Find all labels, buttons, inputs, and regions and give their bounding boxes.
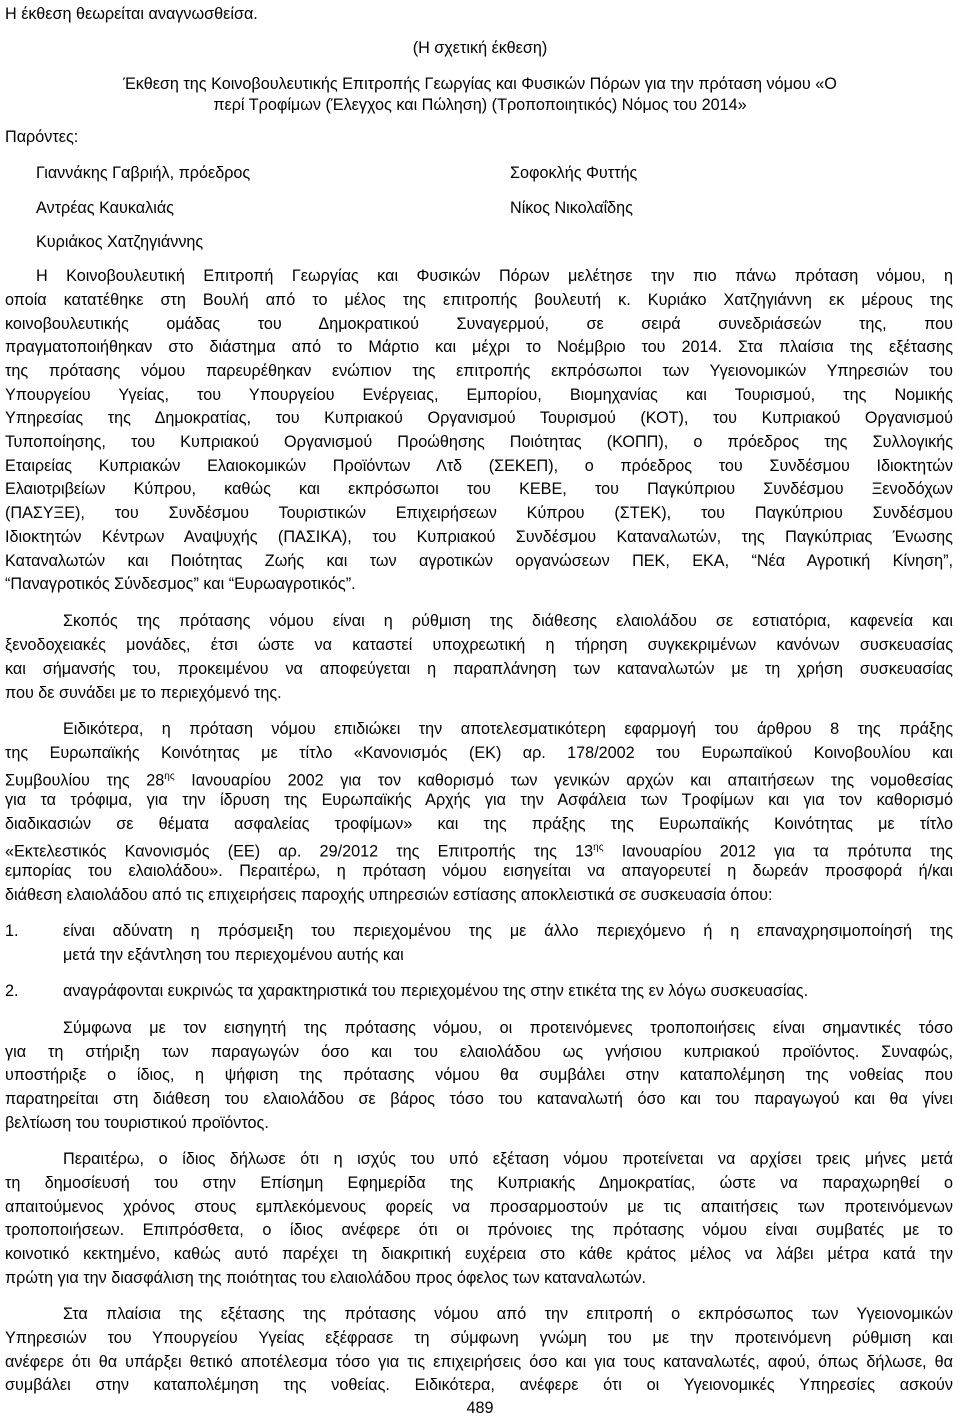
paragraph-line-with-superscript [5,767,953,790]
paragraph-line: συμβάλει στην καταπολέμηση της νοθείας. Ειδικότερα, ανέφερε ότι οι Υγειονομικές Υπηρεσίες ασκούν [5,1376,953,1394]
paragraph-line: της Ευρωπαϊκής Κοινότητας με τίτλο «Κανονισμός (ΕΚ) αρ. 178/2002 του Ευρωπαϊκού Κοινοβουλίου και [5,744,953,762]
list-item-number: 2. [5,982,19,1000]
paragraph-line: Στα πλαίσια της εξέτασης της πρότασης νόμου από την επιτροπή ο εκπρόσωπος των Υγειονομικών [63,1305,953,1323]
paragraph-line: Ελαιοτριβείων Κύπρου, καθώς και εκπρόσωποι του ΚΕΒΕ, του Παγκύπριου Συνδέσμου Ξενοδόχων [5,480,953,498]
paragraph-line: πραγματοποιήθηκαν στο διάστημα από το Μάρτιο και μέχρι το Νοέμβριο του 2014. Στα πλαίσια της εξέτασης [5,338,953,356]
paragraph-line: της πρότασης νόμου παρευρέθηκαν ενώπιον της επιτροπής εκπρόσωποι των Υγειονομικών Υπηρεσιών του [5,362,953,380]
paragraph-line: τροποποιήσεων. Επιπρόσθετα, ο ίδιος ανέφερε ότι οι πρόνοιες της πρότασης νόμου είναι συμβατές με το [5,1221,953,1239]
attendees-label: Παρόντες: [5,128,79,146]
paragraph-line: κοινοτικό κεκτημένο, καθώς αυτό παρέχει τη διακριτική ευχέρεια στο κάθε κράτος μέλος να λάβει μέτρα κατά την [5,1245,953,1263]
paragraph-line: και σήμανσής του, προκειμένου να αποφεύγεται η παραπλάνηση των καταναλωτών με τη χρήση συσκευασίας [5,660,953,678]
paragraph-line: Ιδιοκτητών Κέντρων Αναψυχής (ΠΑΣΙΚΑ), του Κυπριακού Συνδέσμου Καταναλωτών, της Παγκύπριας Ένωσης [5,528,953,546]
paragraph-line: που δε συνάδει με το περιεχόμενό της. [5,684,282,702]
paragraph-line: κοινοβουλευτικής ομάδας του Δημοκρατικού Συναγερμού, σε σειρά συνεδριάσεών της, που [5,315,953,333]
paragraph-line: πρώτη για την διασφάλιση της ποιότητας του ελαιολάδου προς όφελος των καταναλωτών. [5,1269,647,1287]
paragraph-line: απαιτούμενος χρόνος στους εμπλεκόμενους φορείς να προσαρμοστούν με τις απαιτήσεις των προτεινόμενων [5,1198,953,1216]
paragraph-line: διαδικασιών σε θέματα ασφαλείας τροφίμων» και της πράξης της Ευρωπαϊκής Κοινότητας με τίτλο [5,815,953,833]
paragraph-line: ανέφερε ότι θα υπάρξει θετικό αποτέλεσμα τόσο για τις επιχειρήσεις όσο και για τους καταναλωτές, αφού, όπως δήλωσε, θα [5,1353,953,1371]
list-item-line: είναι αδύνατη η πρόσμειξη του περιεχομένου της με άλλο περιεχόμενο ή η επαναχρησιμοποίησή της [63,922,953,940]
paragraph-line: υποστήριξε ο ίδιος, η ψήφιση της πρότασης νόμου θα συμβάλει στην καταπολέμηση της νοθείας που [5,1066,953,1084]
attendee-left-3: Κυριάκος Χατζηγιάννης [36,233,204,251]
paragraph-line: για τη στήριξη των παραγωγών όσο και του ελαιολάδου ως γνήσιου κυπριακού προϊόντος. Συναφώς, [5,1043,953,1061]
paragraph-line: Ειδικότερα, η πρόταση νόμου επιδιώκει την αποτελεσματικότερη εφαρμογή του άρθρου 8 της πράξης [63,720,953,738]
attendee-left-2: Αντρέας Καυκαλιάς [36,199,174,217]
list-item-line: αναγράφονται ευκρινώς τα χαρακτηριστικά του περιεχομένου της στην ετικέτα της εν λόγω συσκευασίας. [63,982,809,1000]
paragraph-line: Εταιρείας Κυπριακών Ελαιοκομικών Προϊόντων Λτδ (ΣΕΚΕΠ), ο πρόεδρος του Συνδέσμου Ιδιοκτητών [5,457,953,475]
paragraph-line: τη δημοσίευσή του στην Επίσημη Εφημερίδα της Κυπριακής Δημοκρατίας, ώστε να παραχωρηθεί ο [5,1174,953,1192]
paragraph-line: Καταναλωτών και Ποιότητας Ζωής και των αγροτικών οργανώσεων ΠΕΚ, ΕΚΑ, “Νέα Αγροτική Κίνηση”, [5,552,953,570]
list-item-number: 1. [5,922,19,940]
text-segment: Ιανουαρίου 2012 για τα πρότυπα της [603,842,953,861]
ratified-note: Η έκθεση θεωρείται αναγνωσθείσα. [5,5,258,23]
report-title-line-2: περί Τροφίμων (Έλεγχος και Πώληση) (Τροποποιητικός) Νόμος του 2014» [213,96,747,114]
paragraph-line: Σύμφωνα με τον εισηγητή της πρότασης νόμου, οι προτεινόμενες τροποποιήσεις είναι σημαντικές τόσο [63,1019,953,1037]
superscript: ης [164,771,175,782]
attendee-right-2: Νίκος Νικολαΐδης [510,199,633,217]
page-number: 489 [466,1399,494,1417]
paragraph-line: βελτίωση του τουριστικού προϊόντος. [5,1114,269,1132]
paragraph-line: για τα τρόφιμα, για την ίδρυση της Ευρωπαϊκής Αρχής για την Ασφάλεια των Τροφίμων και για τον καθορισμό [5,791,953,809]
paragraph-line: εμπορίας του ελαιολάδου». Περαιτέρω, η πρόταση νόμου εισηγείται να απαγορευτεί η δωρεάν προσφορά ή/και [5,862,953,880]
superscript: ης [593,842,604,853]
paragraph-line: παρατηρείται στη διάθεση του ελαιολάδου σε βάρος τόσο του καταναλωτή όσο και του παραγωγού και θα γίνει [5,1090,953,1108]
paragraph-line: ξενοδοχειακές μονάδες, έτσι ώστε να καταστεί υποχρεωτική η τήρηση συγκεκριμένων κανόνων συσκευασίας [5,636,953,654]
paragraph-line: Υπουργείου Υγείας, του Υπουργείου Ενέργειας, Εμπορίου, Βιομηχανίας και Τουρισμού, της Νομικής [5,386,953,404]
text-segment: Συμβουλίου της 28 [5,771,165,790]
text-segment: Ιανουαρίου 2002 για τον καθορισμό των γενικών αρχών και απαιτήσεων της νομοθεσίας [174,771,953,790]
paragraph-line: Σκοπός της πρότασης νόμου είναι η ρύθμιση της διάθεσης ελαιολάδου σε εστιατόρια, καφενεία και [63,612,953,630]
paragraph-line-with-superscript [5,838,953,861]
paragraph-line: οποία κατατέθηκε στη Βουλή από το μέλος της επιτροπής βουλευτή κ. Κυριάκο Χατζηγιάννη εκ μέρους της [5,291,953,309]
paragraph-line: Η Κοινοβουλευτική Επιτροπή Γεωργίας και Φυσικών Πόρων μελέτησε την πιο πάνω πρόταση νόμου, η [36,267,953,285]
paragraph-line: “Παναγροτικός Σύνδεσμος” και “Ευρωαγροτικός”. [5,575,356,593]
paragraph-line: (ΠΑΣΥΞΕ), του Συνδέσμου Τουριστικών Επιχειρήσεων Κύπρου (ΣΤΕΚ), του Παγκύπριου Συνδέσμου [5,504,953,522]
text-segment: «Εκτελεστικός Κανονισμός (ΕΕ) αρ. 29/2012 της Επιτροπής της 13 [5,842,594,861]
attendee-left-1: Γιαννάκης Γαβριήλ, πρόεδρος [36,164,251,182]
paragraph-line: διάθεση ελαιολάδου από τις επιχειρήσεις παροχής υπηρεσιών εστίασης αποκλειστικά σε συσκευασία όπου: [5,886,773,904]
report-title-line-1: Έκθεση της Κοινοβουλευτικής Επιτροπής Γεωργίας και Φυσικών Πόρων για την πρόταση νόμου «Ο [123,75,837,93]
relevant-report-label: (Η σχετική έκθεση) [412,39,548,57]
attendee-right-1: Σοφοκλής Φυττής [510,164,638,182]
paragraph-line: Τυποποίησης, του Κυπριακού Οργανισμού Προώθησης Ποιότητας (ΚΟΠΠ), ο πρόεδρος της Συλλογικής [5,433,953,451]
list-item-line: μετά την εξάντληση του περιεχομένου αυτής και [63,946,404,964]
paragraph-line: Περαιτέρω, ο ίδιος δήλωσε ότι η ισχύς του υπό εξέταση νόμου προτείνεται να αρχίσει τρεις μήνες μετά [63,1150,953,1168]
paragraph-line: Υπηρεσίας της Δημοκρατίας, του Κυπριακού Οργανισμού Τουρισμού (ΚΟΤ), του Κυπριακού Οργανισμού [5,409,953,427]
paragraph-line: Υπηρεσιών του Υπουργείου Υγείας εξέφρασε τη σύμφωνη γνώμη του με την προτεινόμενη ρύθμιση και [5,1329,953,1347]
